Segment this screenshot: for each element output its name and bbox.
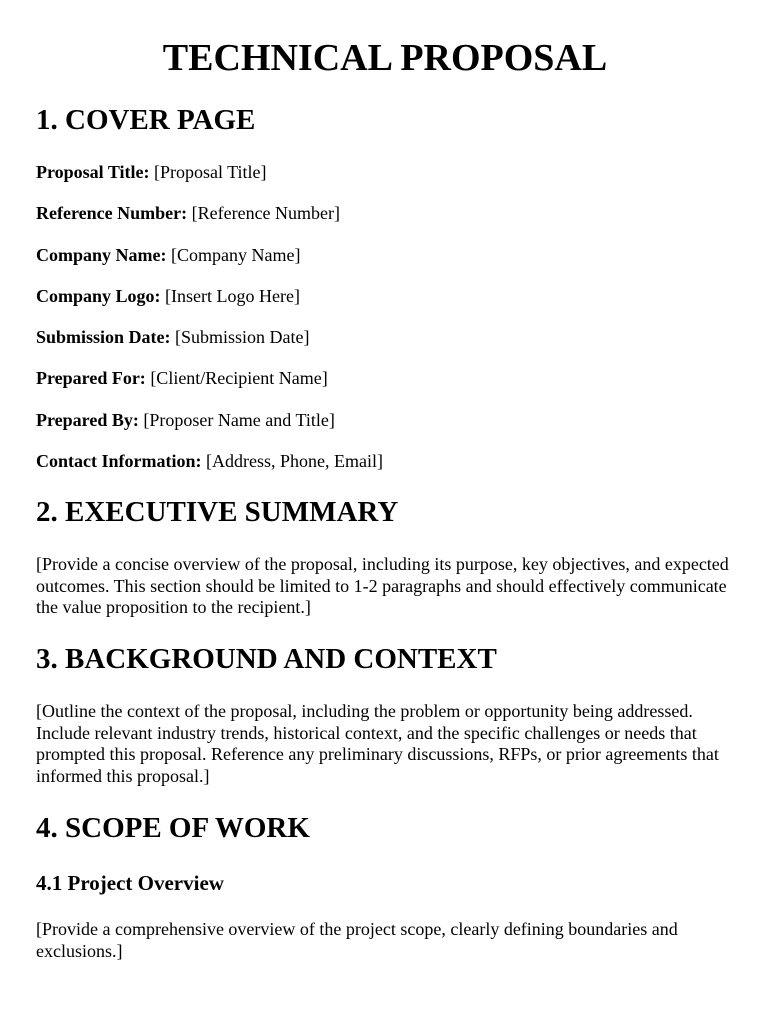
field-label: Prepared By: xyxy=(36,410,139,430)
section-heading-executive-summary: 2. EXECUTIVE SUMMARY xyxy=(36,496,399,528)
field-value: [Proposal Title] xyxy=(154,162,267,182)
field-prepared-for xyxy=(36,367,328,389)
project-overview-text: [Provide a comprehensive overview of the project scope, clearly defining boundaries and exclusions.] xyxy=(36,919,678,961)
field-reference-number xyxy=(36,202,340,224)
field-submission-date xyxy=(36,326,310,348)
section-heading-background: 3. BACKGROUND AND CONTEXT xyxy=(36,643,497,675)
field-value: [Address, Phone, Email] xyxy=(205,451,383,471)
field-value: [Submission Date] xyxy=(175,327,310,347)
field-proposal-title xyxy=(36,161,267,183)
field-label: Company Name: xyxy=(36,245,167,265)
field-contact-information xyxy=(36,450,383,472)
field-prepared-by xyxy=(36,409,335,431)
field-label: Proposal Title: xyxy=(36,162,150,182)
field-value: [Client/Recipient Name] xyxy=(150,368,328,388)
field-value: [Proposer Name and Title] xyxy=(143,410,335,430)
field-company-logo xyxy=(36,285,300,307)
document-title: TECHNICAL PROPOSAL xyxy=(162,37,608,79)
field-value: [Company Name] xyxy=(171,245,301,265)
section-heading-cover-page: 1. COVER PAGE xyxy=(36,104,256,136)
executive-summary-text: [Provide a concise overview of the proposal, including its purpose, key objectives, and expected outcomes. This section should be limited to 1-2 paragraphs and should effectively communicate the value proposition to the recipient.] xyxy=(36,554,729,617)
field-value: [Reference Number] xyxy=(191,203,341,223)
field-label: Contact Information: xyxy=(36,451,202,471)
subsection-heading-project-overview: 4.1 Project Overview xyxy=(36,871,224,895)
background-text: [Outline the context of the proposal, including the problem or opportunity being addressed. Include relevant industry trends, historical context, and the specific challenges or needs that prompted this proposal. Reference any preliminary discussions, RFPs, or prior agreements that informed this proposal.] xyxy=(36,701,719,786)
field-company-name xyxy=(36,244,300,266)
field-label: Reference Number: xyxy=(36,203,188,223)
field-label: Submission Date: xyxy=(36,327,171,347)
section-heading-scope-of-work: 4. SCOPE OF WORK xyxy=(36,812,310,844)
field-label: Prepared For: xyxy=(36,368,146,388)
field-label: Company Logo: xyxy=(36,286,161,306)
field-value: [Insert Logo Here] xyxy=(165,286,300,306)
